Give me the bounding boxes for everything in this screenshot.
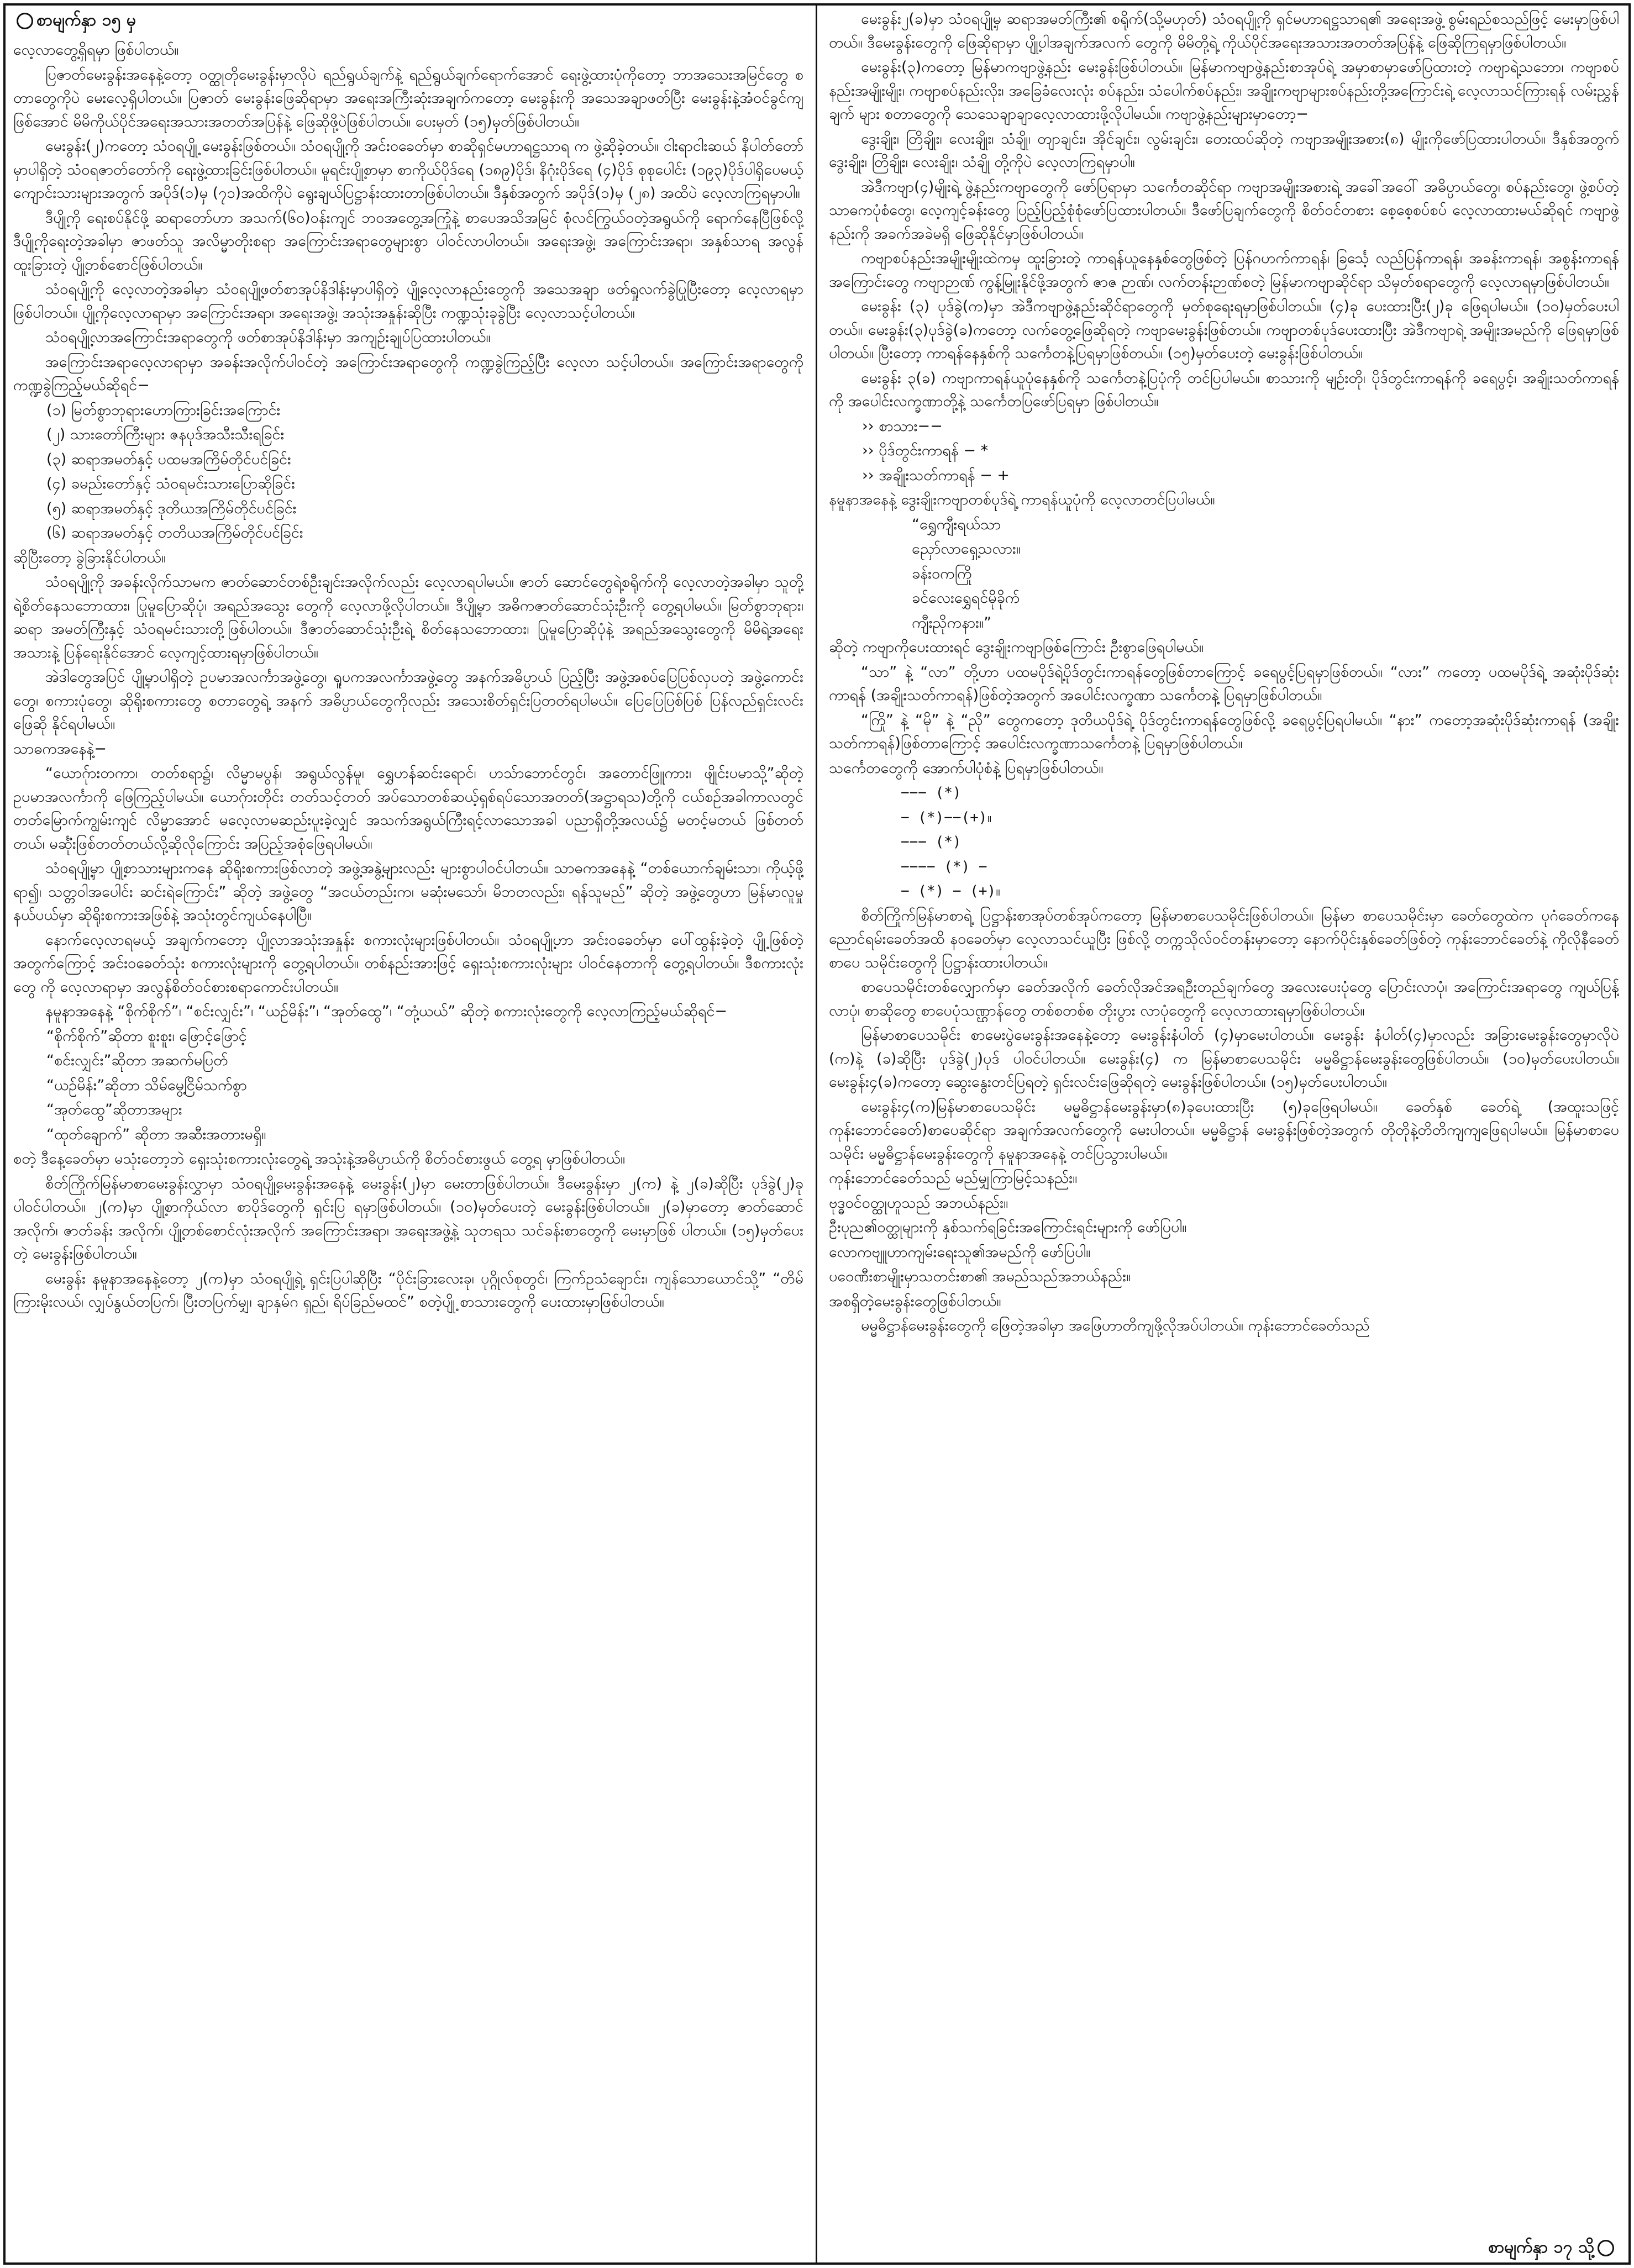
continued-from-label <box>13 8 803 33</box>
right-column-paragraph: မေးခွန်း ၃(ခ) ကဗျာကာရန်ယူပုံနေနှစ်ကို သင်္ကေတနဲ့ပြပုံကို တင်ပြပါမယ်။ စာသားကို မျဉ်းတို၊ ပိုဒ်တွင်းကာရန်ကို ခရေပွင့်၊ အချိုးသတ်ကာရန်ကို အပေါင်းလက္ခဏာတို့နဲ့ သင်္ကေတပြဖော်ပြရမှာ ဖြစ်ပါတယ်။ <box>829 369 1619 410</box>
left-column-paragraph: ပြဇာတ်မေးခွန်းအနေနဲ့တော့ ဝတ္ထုတိုမေးခွန်းမှာလိုပဲ ရည်ရွယ်ချက်နဲ့ ရည်ရွယ်ချက်ရောက်အောင် ရေးဖွဲ့ထားပုံကိုတော့ ဘာအသေးအမြင်တွေ စတာတွေကိုပဲ မေးလေ့ရှိပါတယ်။ ပြဇာတ် မေးခွန်းဖြေဆိုရာမှာ အရေးအကြီးဆုံးအချက်ကတော့ မေးခွန်းကို အသေအချာဖတ်ပြီး မေးခွန်းနဲ့အံဝင်ခွင်ကျ ဖြစ်အောင် မိမိကိုယ်ပိုင်အရေးအသားအတတ်အပြန်နဲ့ ဖြေဆိုဖို့ပဲဖြစ်ပါတယ်။ ပေးမှတ် (၁၅)မှတ်ဖြစ်ပါတယ်။ <box>13 66 803 130</box>
right-column-paragraph: မေးခွန်း(၃)ကတော့ မြန်မာကဗျာဖွဲ့နည်း မေးခွန်းဖြစ်ပါတယ်။ မြန်မာကဗျာဖွဲ့နည်းစာအုပ်ရဲ့ အမှာစာမှာဖော်ပြထားတဲ့ ကဗျာရဲ့သဘော၊ ကဗျာစပ်နည်းအမျိုးမျိုး၊ ကဗျာစပ်နည်းလိုး၊ အခြေခံလေးလုံး စပ်နည်း၊ သံပေါက်စပ်နည်း၊ အချိုးကဗျာများစပ်နည်းတို့အကြောင်းရဲ့ လေ့လာသင်ကြားရန် လမ်းညွှန်ချက် များ စတာတွေကို သေသေချာချာလေ့လာထားဖို့လိုပါမယ်။ ကဗျာဖွဲ့နည်းများမှာတော့− <box>829 59 1619 123</box>
right-column <box>829 8 1619 2251</box>
left-column-paragraph: သံဝရပျို့ကို လေ့လာတဲ့အခါမှာ သံဝရပျို့ဖတ်စာအုပ်နိဒါန်းမှာပါရှိတဲ့ ပျို့လေ့လာနည်းတွေကို အသေအချာ ဖတ်ရှုလက်ခွဲပြုပြီးတော့ လေ့လာရမှာဖြစ်ပါတယ်။ ပျို့ကိုလေ့လာရာမှာ အကြောင်းအရာ၊ အရေးအဖွဲ့၊ အသုံးအနှုန်းဆိုပြီး ကဏ္ဍသုံးခုခွဲပြီး လေ့လာသင့်ပါတယ်။ <box>13 281 803 322</box>
left-column-paragraph: ဒီပျို့ကို ရေးစပ်နိုင်ဖို့ ဆရာတော်ဟာ အသက်(၆၀)ဝန်းကျင် ဘဝအတွေ့အကြုံနဲ့ စာပေအသိအမြင် စုံလင်ကြွယ်ဝတဲ့အရွယ်ကို ရောက်နေပြီဖြစ်လို့ ဒီပျို့ကိုရေးတဲ့အခါမှာ ဇာဖတ်သူ အလိမ္မာတိုးစရာ အကြောင်းအရာတွေများစွာ ပါဝင်လာပါတယ်။ အရေးအဖွဲ့၊ အကြောင်းအရာ၊ အနှစ်သာရ အလွန်ထူးခြားတဲ့ ပျို့တစ်စောင်ဖြစ်ပါတယ်။ <box>13 209 803 273</box>
left-column-paragraph: (၁) မြတ်စွာဘုရားဟောကြားခြင်းအကြောင်း <box>46 401 281 419</box>
right-column-paragraph: − (*)−−(+)။ <box>901 809 992 826</box>
left-column-paragraph: လေ့လာတွေ့ရှိရမှာ ဖြစ်ပါတယ်။ <box>13 41 179 59</box>
left-column-paragraph: (၄) ခမည်းတော်နှင့် သံဝရမင်းသားပြောဆိုခြင်း <box>46 475 295 492</box>
right-column-paragraph: စိတ်ကြိုက်မြန်မာစာရဲ့ ပြဋ္ဌာန်းစာအုပ်တစ်အုပ်ကတော့ မြန်မာစာပေသမိုင်းဖြစ်ပါတယ်။ မြန်မာ စာပေသမိုင်းမှာ ခေတ်တွေထဲက ပုဂံခေတ်ကနေ ညောင်ရမ်းခေတ်အထိ နဝခေတ်မှာ လေ့လာသင်ယူပြီး ဖြစ်လို့ တက္ကသိုလ်ဝင်တန်းမှာတော့ နောက်ပိုင်းနှစ်ခေတ်ဖြစ်တဲ့ ကုန်းဘောင်ခေတ်နဲ့ ကိုလိုနီခေတ်စာပေ သမိုင်းတွေကို ပြဋ္ဌာန်းထားပါတယ်။ <box>829 907 1619 971</box>
continued-on-text: စာမျက်နှာ ၁၇ သို့ <box>1488 2238 1594 2257</box>
right-column-paragraph: စာပေသမိုင်းတစ်လျှောက်မှာ ခေတ်အလိုက် ခေတ်လိုအင်အရဦးတည်ချက်တွေ အလေးပေးပုံတွေ ပြောင်းလာပုံ၊ အကြောင်းအရာတွေ ကျယ်ပြန့်လာပုံ၊ စာဆိုတွေ စာပေပုံသဏ္ဌာန်တွေ တစ်စတစ်စ တိုးပွား လာပုံတွေကို လေ့လာထားရမှာဖြစ်ပါတယ်။ <box>829 978 1619 1019</box>
right-column-paragraph: သင်္ကေတတွေကို အောက်ပါပုံစံနဲ့ ပြရမှာဖြစ်ပါတယ်။ <box>829 759 1104 777</box>
column-divider <box>816 6 817 2262</box>
right-column-paragraph: “သာ” နဲ့ “လာ” တို့ဟာ ပထမပိုဒ်ရဲ့ပိုဒ်တွင်းကာရန်တွေဖြစ်တာကြောင့် ခရေပွင့်ပြရမှာဖြစ်တယ်။ “လား” ကတော့ ပထမပိုဒ်ရဲ့ အဆုံးပိုဒ်ဆုံးကာရန် (အချိုးသတ်ကာရန်)ဖြစ်တဲ့အတွက် အပေါင်းလက္ခဏာ သင်္ကေတနဲ့ ပြရမှာဖြစ်ပါတယ်။ <box>829 663 1619 704</box>
left-column-paragraph: “ထုတ်ချောက်” ဆိုတာ အဆီးအတားမရှိ။ <box>46 1125 266 1143</box>
right-column-paragraph: ဦးပုည၏ဝတ္ထုများကို နှစ်သက်ရခြင်းအကြောင်းရင်းများကို ဖော်ပြပါ။ <box>829 1219 1187 1236</box>
left-column-paragraph: အကြောင်းအရာလေ့လာရာမှာ အခန်းအလိုက်ပါဝင်တဲ့ အကြောင်းအရာတွေကို ကဏ္ဍခွဲကြည့်ပြီး လေ့လာ သင့်ပါတယ်။ အကြောင်းအရာတွေကို ကဏ္ဍခွဲကြည့်မယ်ဆိုရင်− <box>13 353 803 394</box>
right-column-paragraph: ခင်လေးရွှေရင်မိုခိုက် <box>912 590 1020 607</box>
circle-icon <box>17 13 33 29</box>
circle-icon <box>1598 2240 1614 2256</box>
left-column-paragraph: (၆) ဆရာအမတ်နှင့် တတိယအကြိမ်တိုင်ပင်ခြင်း <box>46 524 303 541</box>
right-column-paragraph: မေးခွန်း၂(ခ)မှာ သံဝရပျို့မှ ဆရာအမတ်ကြီး၏ စရိုက်(သို့မဟုတ်) သံဝရပျို့ကို ရှင်မဟာရဋ္ဌသာရ၏ အရေးအဖွဲ့ စွမ်းရည်စသည်ဖြင့် မေးမှာဖြစ်ပါတယ်။ ဒီမေးခွန်းတွေကို ဖြေဆိုရာမှာ ပျို့ပါအချက်အလက် တွေကို မိမိတို့ရဲ့ ကိုယ်ပိုင်အရေးအသားအတတ်အပြန်နဲ့ ဖြေဆိုကြရမှာဖြစ်ပါတယ်။ <box>829 10 1619 51</box>
right-column-paragraph: နမူနာအနေနဲ့ ဒွေးချိုးကဗျာတစ်ပုဒ်ရဲ့ ကာရန်ယူပုံကို လေ့လာတင်ပြပါမယ်။ <box>829 491 1215 508</box>
right-column-paragraph: ပဝေဏီးစာမျိုးမှာသတင်းစာ၏ အမည်သည်အဘယ်နည်း။ <box>829 1268 1131 1285</box>
right-column-paragraph: ကဗျာစပ်နည်းအမျိုးမျိုးထဲကမှ ထူးခြားတဲ့ ကာရန်ယူနေနှစ်တွေဖြစ်တဲ့ ပြန်ဂဟက်ကာရန်၊ ခြင်္သေ့ လည်ပြန်ကာရန်၊ အခန်းကာရန်၊ အစွန်းကာရန်အကြောင်းတွေ ကဗျာဉာဏ် ကွန့်မြူးနိုင်ဖို့အတွက် ဇာဇ ဉာဏ်၊ လက်တန်းဉာဏ်စတဲ့ မြန်မာကဗျာဆိုင်ရာ သိမှတ်စရာတွေကို လေ့လာရမှာဖြစ်ပါတယ်။ <box>829 250 1619 291</box>
left-column-paragraph: (၅) ဆရာအမတ်နှင့် ဒုတိယအကြိမ်တိုင်ပင်ခြင်း <box>46 499 297 517</box>
right-column-paragraph: ›› စာသား−− <box>862 417 943 435</box>
left-column-paragraph: ဆိုပြီးတော့ ခွဲခြားနိုင်ပါတယ်။ <box>13 549 166 566</box>
right-column-paragraph: −−−− (*) − <box>901 858 987 875</box>
right-column-paragraph: −−− (*) <box>901 834 962 850</box>
left-column-paragraph: သံဝရပျို့မှာ ပျို့စာသားများကနေ ဆိုရိုးစကားဖြစ်လာတဲ့ အဖွဲ့အနွဲ့များလည်း များစွာပါဝင်ပါတယ်။ သာဓကအနေနဲ့ “တစ်ယောက်ချမ်းသာ၊ ကိုယ့်ဖို့ရာ၍၊ သတ္တဝါအပေါင်း ဆင်းရဲကြောင်း” ဆိုတဲ့ အဖွဲ့တွေ “အငယ်တည်းက၊ မဆုံးမသော်၊ မိဘတလည်း၊ ရန်သူမည်” ဆိုတဲ့ အဖွဲ့တွေဟာ မြန်မာလူမှုနယ်ပယ်မှာ ဆိုရိုးစကားအဖြစ်နဲ့ အသုံးတွင်ကျယ်နေပါပြီ။ <box>13 860 803 924</box>
right-column-paragraph: ဒွေးချိုး၊ တြိချိုး၊ လေးချိုး၊ သံချို၊ တျာချင်း၊ အိုင်ချင်း၊ လွမ်းချင်း၊ တေးထပ်ဆိုတဲ့ ကဗျာအမျိုးအစား(၈) မျိုးကိုဖော်ပြထားပါတယ်။ ဒီနှစ်အတွက် ဒွေးချိုး၊ တြိချိုး၊ လေးချိုး၊ သံချို တို့ကိုပဲ လေ့လာကြရမှာပါ။ <box>829 130 1619 171</box>
left-column-paragraph: သံဝရပျို့ကို အခန်းလိုက်သာမက ဇာတ်ဆောင်တစ်ဦးချင်းအလိုက်လည်း လေ့လာရပါမယ်။ ဇာတ် ဆောင်တွေရဲ့စရိုက်ကို လေ့လာတဲ့အခါမှာ သူတို့ရဲ့စိတ်နေသဘောထား၊ ပြုမူပြောဆိုပုံ၊ အရည်အသွေး တွေကို လေ့လာဖို့လိုပါတယ်။ ဒီပျို့မှာ အဓိကဇာတ်ဆောင်သုံးဦးကို တွေ့ရပါမယ်။ မြတ်စွာဘုရား၊ ဆရာ အမတ်ကြီးနှင့် သံဝရမင်းသားတို့ဖြစ်ပါတယ်။ ဒီဇာတ်ဆောင်သုံးဦးရဲ့ စိတ်နေသဘောထား၊ ပြုမူပြောဆိုပုံနဲ့ အရည်အသွေးတွေကို မိမိရဲ့အရေးအသားနဲ့ ပြန်ရေးနိုင်အောင် လေ့ကျင့်ထားရမှာဖြစ်ပါတယ်။ <box>13 573 803 661</box>
right-column-paragraph: မမ္မဓိဋ္ဌာန်မေးခွန်းတွေကို ဖြေတဲ့အခါမှာ အဖြေဟာတိကျဖို့လိုအပ်ပါတယ်။ ကုန်းဘောင်ခေတ်သည် <box>861 1317 1370 1334</box>
right-column-paragraph: လောကဗျူဟာကျမ်းရေးသူ၏အမည်ကို ဖော်ပြပါ။ <box>829 1243 1091 1261</box>
left-column-paragraph: သံဝရပျို့လာအကြောင်းအရာတွေကို ဖတ်စာအုပ်နိဒါန်းမှာ အကျဉ်းချုပ်ပြထားပါတယ်။ <box>45 329 491 346</box>
left-column-paragraph: မေးခွန်း နမူနာအနေနဲ့တော့ ၂(က)မှာ သံဝရပျို့ရဲ့ ရှင်းပြပါဆိုပြီး “ပိုင်းခြားလေးခု၊ ပုဂ္ဂိုလ်စုတွင်၊ ကြက်ဥသံချောင်း၊ ကျန်သောယောင်သို့” “တိမ်ကြားမိုးလယ်၊ လျှပ်နွယ်တပြက်၊ ပြီးတပြက်မျှ၊ ချာနှမ်ဂ ရှည်၊ ရိပ်ခြည်မထင်” စတဲ့ပျို့ စာသားတွေကို ပေးထားမှာဖြစ်ပါတယ်။ <box>13 1270 803 1311</box>
right-column-paragraph: မြန်မာစာပေသမိုင်း စာမေးပွဲမေးခွန်းအနေနဲ့တော့ မေးခွန်းနံပါတ် (၄)မှာမေးပါတယ်။ မေးခွန်း နံပါတ်(၄)မှာလည်း အခြားမေးခွန်းတွေမှာလိုပဲ (က)နဲ့ (ခ)ဆိုပြီး ပုဒ်ခွဲ(၂)ပုဒ် ပါဝင်ပါတယ်။ မေးခွန်း(၄) က မြန်မာစာပေသမိုင်း မမ္မဓိဋ္ဌာန်မေးခွန်းတွေဖြစ်ပါတယ်။ (၁၀)မှတ်ပေးပါတယ်။ မေးခွန်း၄(ခ)ကတော့ ဆွေးနွေးတင်ပြရတဲ့ ရှင်းလင်းဖြေဆိုရတဲ့ မေးခွန်းဖြစ်ပါတယ်။ (၁၅)မှတ်ပေးပါတယ်။ <box>829 1027 1619 1091</box>
left-column-paragraph: “စင်းလျှင်း”ဆိုတာ အဆက်မပြတ် <box>46 1052 228 1069</box>
continued-from-text: စာမျက်နှာ ၁၅ မှ <box>36 10 136 30</box>
right-column-paragraph: “ရွှေကျီးရယ်သာ <box>912 515 1001 533</box>
left-column-paragraph: နောက်လေ့လာရမယ့် အချက်ကတော့ ပျို့လာအသုံးအနှုန်း စကားလုံးများဖြစ်ပါတယ်။ သံဝရပျို့ဟာ အင်းဝခေတ်မှာ ပေါ်ထွန်းခဲ့တဲ့ ပျို့ဖြစ်တဲ့အတွက်ကြောင့် အင်းဝခေတ်သုံး စကားလုံးများကို တွေ့ရပါတယ်။ တစ်နည်းအားဖြင့် ရှေးသုံးစကားလုံးများ ပါဝင်နေတာကို တွေ့ရပါတယ်။ ဒီစကားလုံးတွေ ကို လေ့လာရာမှာ အလွန်စိတ်ဝင်စားစရာကောင်းပါတယ်။ <box>13 931 803 996</box>
right-column-paragraph: − (*) − (+)။ <box>901 883 1001 899</box>
left-column-paragraph: သာဓကအနေနဲ့− <box>13 740 107 757</box>
left-column-paragraph: နမူနာအနေနဲ့ “စိုက်စိုက်”၊ “စင်းလျှင်း”၊ “ယဉ်မိန်း”၊ “အုတ်ထွေ”၊ “တုံ့ယယ်” ဆိုတဲ့ စကားလုံးတွေကို လေ့လာကြည့်မယ်ဆိုရင်− <box>45 1003 727 1020</box>
left-column-paragraph: မေးခွန်း(၂)ကတော့ သံဝရပျို့ မေးခွန်းဖြစ်တယ်။ သံဝရပျို့ကို အင်းဝခေတ်မှာ စာဆိုရှင်မဟာရဋ္ဌသာရ က ဖွဲ့ဆိုခဲ့တယ်။ ငါးရာငါးဆယ် နိပါတ်တော်မှာပါရှိတဲ့ သံဝရဇာတ်တော်ကို ရေးဖွဲ့ထားခြင်းဖြစ်ပါတယ်။ မူရင်းပျို့စာမှာ စာကိုယ်ပိုဒ်ရေ (၁၈၉)ပိုဒ်၊ နိဂုံးပိုဒ်ရေ (၄)ပိုဒ် စုစုပေါင်း (၁၉၃)ပိုဒ်ပါရှိပေမယ့် ကျောင်းသားများအတွက် အပိုဒ်(၁)မှ (၇၁)အထိကိုပဲ ရွေးချယ်ပြဋ္ဌာန်းထားတာဖြစ်ပါတယ်။ ဒီနှစ်အတွက် အပိုဒ်(၁)မှ (၂၈) အထိပဲ လေ့လာကြရမှာပါ။ <box>13 138 803 202</box>
right-column-paragraph: ›› အချိုးသတ်ကာရန် − + <box>862 466 1010 484</box>
right-column-paragraph: ဗုဒ္ဓဝင်ဝတ္ထုဟူသည် အဘယ်နည်း။ <box>829 1194 1008 1212</box>
right-column-paragraph: မေးခွန်း (၃) ပုဒ်ခွဲ(က)မှာ အဲဒီကဗျာဖွဲ့နည်းဆိုင်ရာတွေကို မှတ်စုရေးရမှာဖြစ်ပါတယ်။ (၄)ခု ပေးထားပြီး(၂)ခု ဖြေရပါမယ်။ (၁၀)မှတ်ပေးပါတယ်။ မေးခွန်း(၃)ပုဒ်ခွဲ(ခ)ကတော့ လက်တွေ့ဖြေဆိုရတဲ့ ကဗျာမေးခွန်းဖြစ်တယ်။ ကဗျာတစ်ပုဒ်ပေးထားပြီး အဲဒီကဗျာရဲ့ အမျိုးအမည်ကို ဖြေရမှာဖြစ်ပါတယ်။ ပြီးတော့ ကာရန်နေနှစ်ကို သင်္ကေတနဲ့ပြရမှာဖြစ်တယ်။ (၁၅)မှတ်ပေးတဲ့ မေးခွန်းဖြစ်ပါတယ်။ <box>829 298 1619 362</box>
right-column-paragraph: ကုန်းဘောင်ခေတ်သည် မည်မျှကြာမြင့်သနည်း။ <box>829 1170 1078 1187</box>
left-column-paragraph: “ယဉ်မိန်း”ဆိုတာ သိမ်မွေ့ငြိမ်သက်စွာ <box>46 1076 247 1094</box>
left-column-paragraph: “စိုက်စိုက်”ဆိုတာ စူးစူး၊ ဖြောင့်ဖြောင့် <box>46 1027 247 1045</box>
left-column-paragraph: “အုတ်ထွေ”ဆိုတာအများ <box>46 1101 182 1118</box>
right-column-paragraph: အဲဒီကဗျာ(၄)မျိုးရဲ့ ဖွဲ့နည်းကဗျာတွေကို ဖော်ပြရာမှာ သင်္ကေတဆိုင်ရာ ကဗျာအမျိုးအစားရဲ့ အခေါ်အဝေါ် အဓိပ္ပာယ်တွေ၊ စပ်နည်းတွေ၊ ဖွဲ့စပ်တဲ့သာဓကပုံစံတွေ၊ လေ့ကျင့်ခန်းတွေ ပြည့်ပြည့်စုံစုံဖော်ပြထားပါတယ်။ ဒီဖော်ပြချက်တွေကို စိတ်ဝင်တစား စေ့စေ့စပ်စပ် လေ့လာထားမယ်ဆိုရင် ကဗျာဖွဲ့နည်းကို အခက်အခဲမရှိ ဖြေဆိုနိုင်မှာဖြစ်ပါတယ်။ <box>829 178 1619 243</box>
left-column <box>13 8 803 2251</box>
right-column-paragraph: ခန်းဝကကြို <box>912 565 972 582</box>
right-column-paragraph: ညှော်လာရှေ့သလား။ <box>912 540 1021 557</box>
right-column-paragraph: ›› ပိုဒ်တွင်းကာရန် − * <box>862 442 989 459</box>
right-column-paragraph: အစရှိတဲ့မေးခွန်းတွေဖြစ်ပါတယ်။ <box>829 1292 1001 1310</box>
left-column-paragraph: (၃) ဆရာအမတ်နှင့် ပထမအကြိမ်တိုင်ပင်ခြင်း <box>46 450 291 468</box>
right-column-paragraph: မေးခွန်း၄(က)မြန်မာစာပေသမိုင်း မမ္မဓိဋ္ဌာန်မေးခွန်းမှာ(၈)ခုပေးထားပြီး (၅)ခုဖြေရပါမယ်။ ခေတ်နှစ် ခေတ်ရဲ့ (အထူးသဖြင့် ကုန်းဘောင်ခေတ်)စာပေဆိုင်ရာ အချက်အလက်တွေကို မေးပါတယ်။ မမ္မဓိဋ္ဌာန် မေးခွန်းဖြစ်တဲ့အတွက် တိုတိုနဲ့တိတိကျကျဖြေရပါမယ်။ မြန်မာစာပေသမိုင်း မမ္မဓိဋ္ဌာန်မေးခွန်းတွေကို နမူနာအနေနဲ့ တင်ပြသွားပါမယ်။ <box>829 1098 1619 1162</box>
right-column-paragraph: ကျီးညိုကနား။” <box>912 614 992 632</box>
left-column-paragraph: “ယောဂ်ုားတကာ၊ တတ်စရာ၌၊ လိမ္မာမပွန်၊ အရွယ်လွန်မူ၊ ရွှေဟန်ဆင်းရောင်၊ ဟသ်ာဘောင်တွင်၊ အတောင်ဖြူကား၊ ဖျိုင်းပမာသို့”ဆိုတဲ့ ဥပမာအလင်္ကာကို ဖြေကြည့်ပါမယ်။ ယောဂ်ုားတိုင်း တတ်သင့်တတ် အပ်သောတစ်ဆယ့်ရှစ်ရပ်သောအတတ်(အဋ္ဌာရသ)တို့ကို ငယ်စဉ်အခါကာလတွင် တတ်မြောက်ကျွမ်းကျင် လိမ္မာအောင် မလေ့လာမဆည်းပူးခဲ့လျှင် အသက်အရွယ်ကြီးရင့်လာသောအခါ ပညာရှိတို့အလယ်၌ မတင့်မတယ် ဖြစ်တတ်တယ်၊ မင်္ဆုံးဖြစ်တတ်တယ်လို့ဆိုလိုကြောင်း အပြည့်အစုံဖြေရပါမယ်။ <box>13 765 803 853</box>
right-column-paragraph: −−− (*) <box>901 785 962 801</box>
left-column-paragraph: စိတ်ကြိုက်မြန်မာစာမေးခွန်းလွှာမှာ သံဝရပျို့မေးခွန်းအနေနဲ့ မေးခွန်း(၂)မှာ မေးတာဖြစ်ပါတယ်။ ဒီမေးခွန်းမှာ ၂(က) နဲ့ ၂(ခ)ဆိုပြီး ပုဒ်ခွဲ(၂)ခု ပါဝင်ပါတယ်။ ၂(က)မှာ ပျို့စာကိုယ်လာ စာပိုဒ်တွေကို ရှင်းပြ ရမှာဖြစ်ပါတယ်။ (၁၀)မှတ်ပေးတဲ့ မေးခွန်းဖြစ်ပါတယ်။ ၂(ခ)မှာတော့ ဇာတ်ဆောင်အလိုက်၊ ဇာတ်ခန်း အလိုက်၊ ပျို့တစ်စောင်လုံးအလိုက် အကြောင်းအရာ၊ အရေးအဖွဲ့နဲ့ သုတရသ သင်ခန်းစာတွေကို မေးမှာဖြစ် ပါတယ်။ (၁၅)မှတ်ပေးတဲ့ မေးခွန်းဖြစ်ပါတယ်။ <box>13 1175 803 1262</box>
right-column-paragraph: “ကြို” နဲ့ “မို” နဲ့ “ညို” တွေကတော့ ဒုတိယပိုဒ်ရဲ့ ပိုဒ်တွင်းကာရန်တွေဖြစ်လို့ ခရေပွင့်ပြရပါမယ်။ “နား” ကတော့အဆုံးပိုဒ်ဆုံးကာရန် (အချိုးသတ်ကာရန်)ဖြစ်တာကြောင့် အပေါင်းလက္ခဏာသင်္ကေတနဲ့ ပြရမှာဖြစ်ပါတယ်။ <box>829 711 1619 752</box>
left-column-paragraph: စတဲ့ ဒီနေ့ခေတ်မှာ မသုံးတော့ဘဲ ရှေးသုံးစကားလုံးတွေရဲ့ အသုံးနဲ့အဓိပ္ပာယ်ကို စိတ်ဝင်စားဖွယ် တွေ့ရ မှာဖြစ်ပါတယ်။ <box>13 1150 626 1167</box>
right-column-paragraph: ဆိုတဲ့ ကဗျာကိုပေးထားရင် ဒွေးချိုးကဗျာဖြစ်ကြောင်း ဦးစွာဖြေရပါမယ်။ <box>829 639 1204 656</box>
left-column-paragraph: (၂) သားတော်ကြီးများ ဇနပုဒ်အသီးသီးရခြင်း <box>46 426 285 443</box>
left-column-paragraph: အဲဒါတွေအပြင် ပျို့မှာပါရှိတဲ့ ဥပမာအလင်္ကာအဖွဲ့တွေ၊ ရူပကအလင်္ကာအဖွဲ့တွေ အနက်အဓိပ္ပာယ် ပြည့်ပြီး အဖွဲ့အစပ်ပြေပြစ်လှပတဲ့ အဖွဲ့ကောင်းတွေ၊ စကားပုံတွေ၊ ဆိုရိုးစကားတွေ စတာတွေရဲ့ အနက် အဓိပ္ပာယ်တွေကိုလည်း အသေးစိတ်ရှင်းပြတတ်ရပါမယ်။ ပြေပြေပြစ်ပြစ် ပြန်လည်ရှင်းလင်း ဖြေဆို နိုင်ရပါမယ်။ <box>13 669 803 733</box>
continued-on-label <box>1488 2235 1617 2260</box>
